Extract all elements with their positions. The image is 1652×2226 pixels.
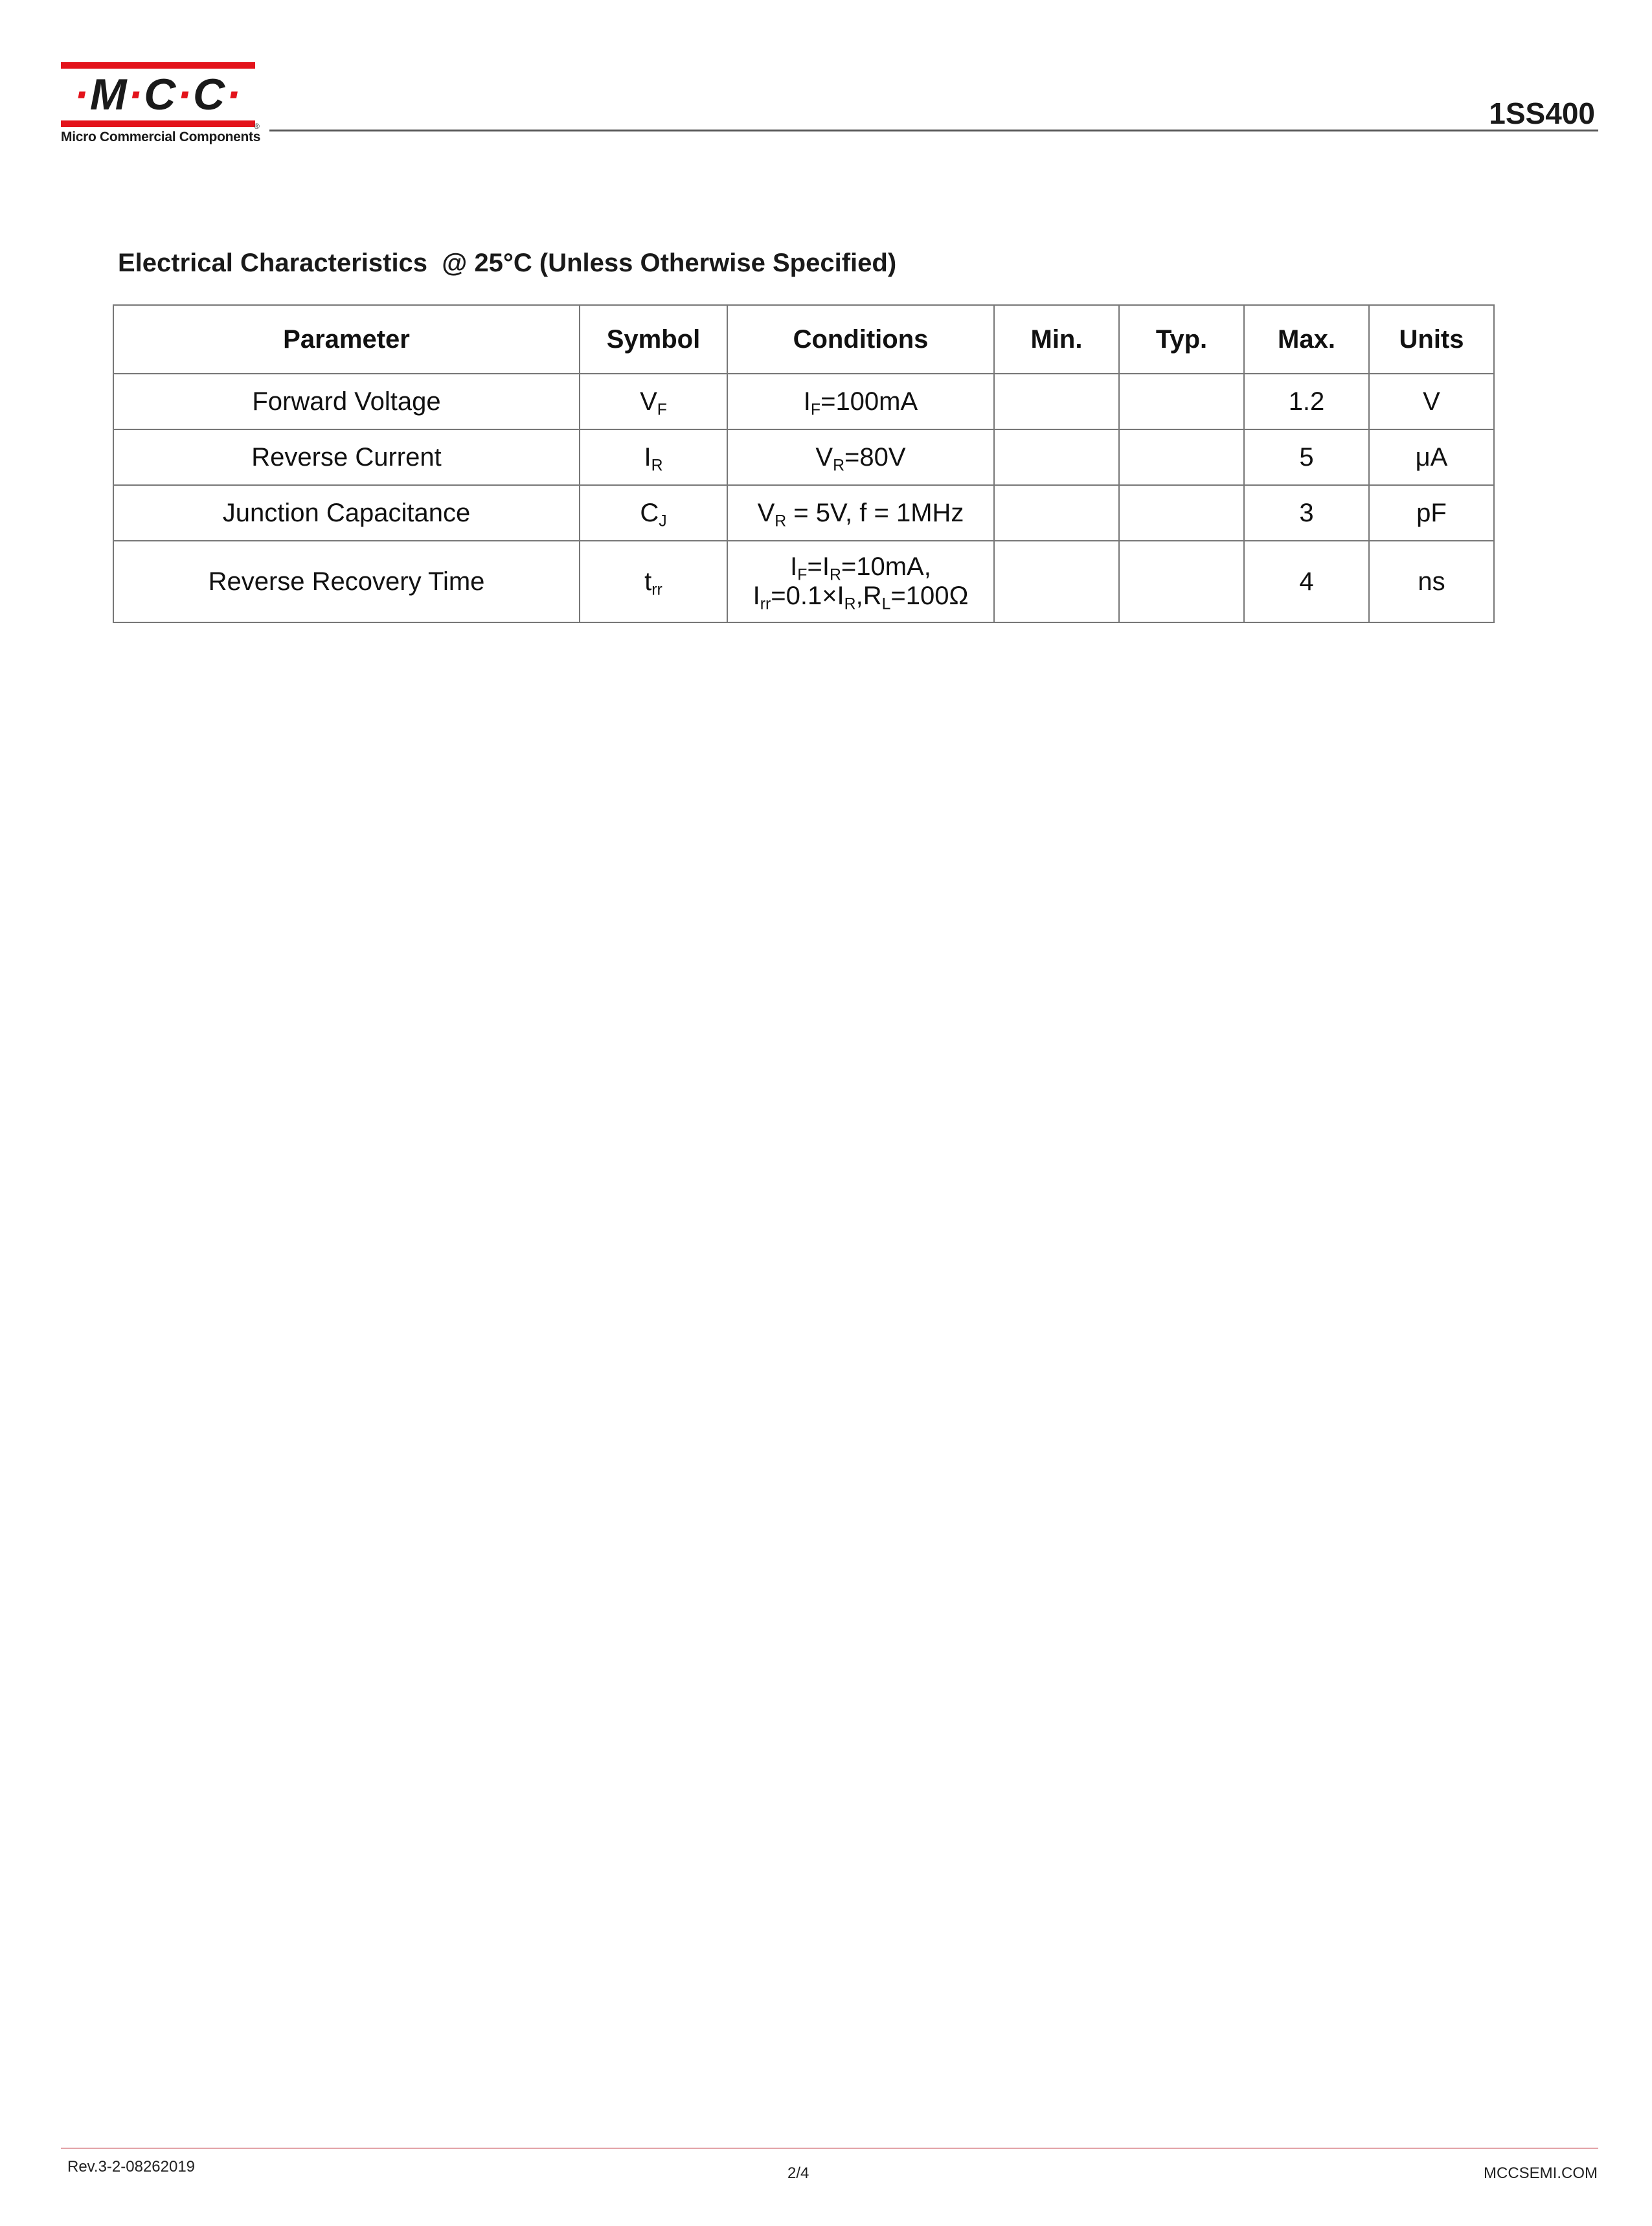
condition-subscript: R (833, 456, 845, 474)
condition-subscript: R (829, 566, 841, 584)
symbol-base: t (644, 567, 652, 596)
cell-max: 4 (1244, 541, 1369, 622)
cell-parameter: Junction Capacitance (113, 485, 580, 541)
revision-label: Rev.3-2-08262019 (67, 2158, 196, 2175)
header-conditions: Conditions (727, 305, 994, 374)
logo-wordmark (61, 70, 255, 119)
cell-conditions (727, 374, 994, 429)
logo-bottom-bar (61, 120, 255, 127)
logo-top-bar (61, 62, 255, 69)
cell-conditions (727, 485, 994, 541)
cell-conditions (727, 541, 994, 622)
cell-typ (1119, 429, 1244, 485)
symbol-subscript: rr (651, 580, 662, 598)
condition-subscript: F (810, 400, 821, 418)
condition-text: =100mA (820, 387, 918, 416)
cell-units: μA (1369, 429, 1494, 485)
cell-units: pF (1369, 485, 1494, 541)
condition-subscript: rr (760, 595, 771, 613)
mcc-logo (61, 62, 261, 149)
cell-parameter: Reverse Current (113, 429, 580, 485)
condition-text: I (803, 387, 811, 416)
cell-max: 3 (1244, 485, 1369, 541)
cell-symbol (580, 541, 727, 622)
cell-typ (1119, 485, 1244, 541)
cell-min (994, 429, 1119, 485)
cell-parameter: Forward Voltage (113, 374, 580, 429)
symbol-base: V (640, 387, 657, 416)
condition-text: =10mA, (841, 552, 931, 581)
electrical-characteristics-table (113, 304, 1495, 623)
condition-line-1 (728, 552, 993, 582)
cell-symbol (580, 485, 727, 541)
table-header-row (113, 305, 1494, 374)
cell-parameter: Reverse Recovery Time (113, 541, 580, 622)
condition-subscript: F (797, 566, 808, 584)
registered-mark: ® (254, 122, 260, 131)
condition-text: I (790, 552, 798, 581)
cell-min (994, 485, 1119, 541)
cell-conditions (727, 429, 994, 485)
logo-dot: · (128, 70, 144, 119)
header-parameter: Parameter (113, 305, 580, 374)
cell-units: V (1369, 374, 1494, 429)
logo-dot: · (74, 70, 90, 119)
table-row (113, 541, 1494, 622)
cell-max: 1.2 (1244, 374, 1369, 429)
header-min: Min. (994, 305, 1119, 374)
table-row (113, 429, 1494, 485)
logo-dot: · (226, 70, 242, 119)
part-number: 1SS400 (1489, 97, 1595, 130)
symbol-subscript: R (651, 456, 663, 474)
cell-min (994, 541, 1119, 622)
header-symbol: Symbol (580, 305, 727, 374)
symbol-base: I (644, 442, 651, 471)
symbol-subscript: J (659, 512, 667, 530)
symbol-base: C (640, 498, 659, 527)
cell-typ (1119, 541, 1244, 622)
condition-text: =100Ω (890, 582, 969, 610)
header-units: Units (1369, 305, 1494, 374)
table-row (113, 374, 1494, 429)
condition-text: = 5V, f = 1MHz (786, 498, 964, 527)
condition-text: I (752, 582, 760, 610)
section-title: Electrical Characteristics @ 25°C (Unless Otherwise Specified) (118, 249, 897, 277)
logo-tagline: Micro Commercial Components (61, 130, 261, 144)
cell-symbol (580, 374, 727, 429)
logo-letter-c1: C (144, 70, 177, 119)
header-typ: Typ. (1119, 305, 1244, 374)
condition-subscript: L (881, 595, 891, 613)
condition-text: =80V (844, 442, 906, 471)
cell-max: 5 (1244, 429, 1369, 485)
cell-typ (1119, 374, 1244, 429)
condition-text: V (815, 442, 833, 471)
table-row (113, 485, 1494, 541)
website-link[interactable]: MCCSEMI.COM (1484, 2164, 1598, 2182)
footer-divider (61, 2148, 1598, 2149)
cell-min (994, 374, 1119, 429)
condition-subscript: R (775, 512, 787, 530)
condition-text: V (757, 498, 775, 527)
condition-line-2 (728, 582, 993, 611)
header-max: Max. (1244, 305, 1369, 374)
condition-text: =I (807, 552, 830, 581)
logo-letter-c2: C (192, 70, 227, 119)
logo-letter-m: M (89, 70, 128, 119)
page-number: 2/4 (787, 2164, 809, 2182)
cell-symbol (580, 429, 727, 485)
header-divider (269, 130, 1598, 131)
condition-text: ,R (855, 582, 882, 610)
condition-text: =0.1×I (771, 582, 844, 610)
symbol-subscript: F (657, 400, 667, 418)
condition-subscript: R (844, 595, 856, 613)
cell-units: ns (1369, 541, 1494, 622)
logo-dot: · (177, 70, 193, 119)
